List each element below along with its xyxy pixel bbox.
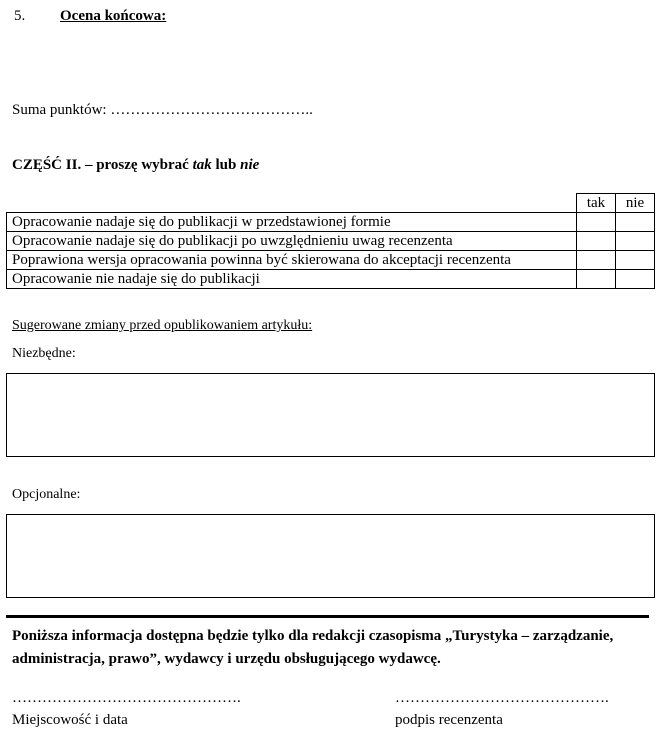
- yes-checkbox-cell[interactable]: [577, 213, 616, 232]
- header-spacer: [7, 194, 577, 213]
- part-two-heading: [12, 157, 259, 174]
- part-two-prefix: CZĘŚĆ II. – proszę wybrać: [12, 157, 193, 173]
- yes-checkbox-cell[interactable]: [577, 270, 616, 289]
- no-checkbox-cell[interactable]: [616, 213, 655, 232]
- no-checkbox-cell[interactable]: [616, 251, 655, 270]
- optional-changes-label: Opcjonalne:: [12, 487, 81, 502]
- decision-option-label: Opracowanie nadaje się do publikacji w przedstawionej formie: [7, 213, 577, 232]
- decision-option-label: Opracowanie nadaje się do publikacji po uwzględnieniu uwag recenzenta: [7, 232, 577, 251]
- suggested-changes-heading: Sugerowane zmiany przed opublikowaniem artykułu:: [12, 318, 313, 333]
- table-row: [7, 213, 655, 232]
- no-checkbox-cell[interactable]: [616, 270, 655, 289]
- column-header-yes: tak: [577, 194, 616, 213]
- part-two-connector: lub: [211, 157, 241, 173]
- column-header-no: nie: [616, 194, 655, 213]
- place-date-field[interactable]: ……………………………………….: [12, 690, 241, 706]
- yes-checkbox-cell[interactable]: [577, 232, 616, 251]
- option-yes-text: tak: [192, 157, 212, 173]
- decision-option-label: Opracowanie nie nadaje się do publikacji: [7, 270, 577, 289]
- option-no-text: nie: [240, 157, 260, 173]
- required-changes-label: Niezbędne:: [12, 346, 76, 361]
- place-date-label: Miejscowość i data: [12, 712, 128, 728]
- decision-option-label: Poprawiona wersja opracowania powinna być skierowana do akceptacji recenzenta: [7, 251, 577, 270]
- required-changes-textbox[interactable]: [6, 373, 655, 457]
- section-title: Ocena końcowa:: [60, 8, 167, 24]
- yes-checkbox-cell[interactable]: [577, 251, 616, 270]
- signature-label: podpis recenzenta: [395, 712, 503, 728]
- table-row: [7, 270, 655, 289]
- decision-table: [6, 193, 655, 289]
- points-sum-field[interactable]: Suma punktów: …………………………………..: [12, 102, 313, 118]
- confidentiality-notice: Poniższa informacja dostępna będzie tylko dla redakcji czasopisma „Turystyka – zarządzanie, administracja, prawo”, wydawcy i urzędu obsługującego wydawcę.: [12, 628, 614, 667]
- table-row: [7, 251, 655, 270]
- decision-table-header: [7, 194, 655, 213]
- section-divider: [6, 615, 649, 618]
- no-checkbox-cell[interactable]: [616, 232, 655, 251]
- table-row: [7, 232, 655, 251]
- section-number: 5.: [14, 8, 26, 24]
- optional-changes-textbox[interactable]: [6, 514, 655, 598]
- signature-field[interactable]: …………………………………….: [395, 690, 609, 706]
